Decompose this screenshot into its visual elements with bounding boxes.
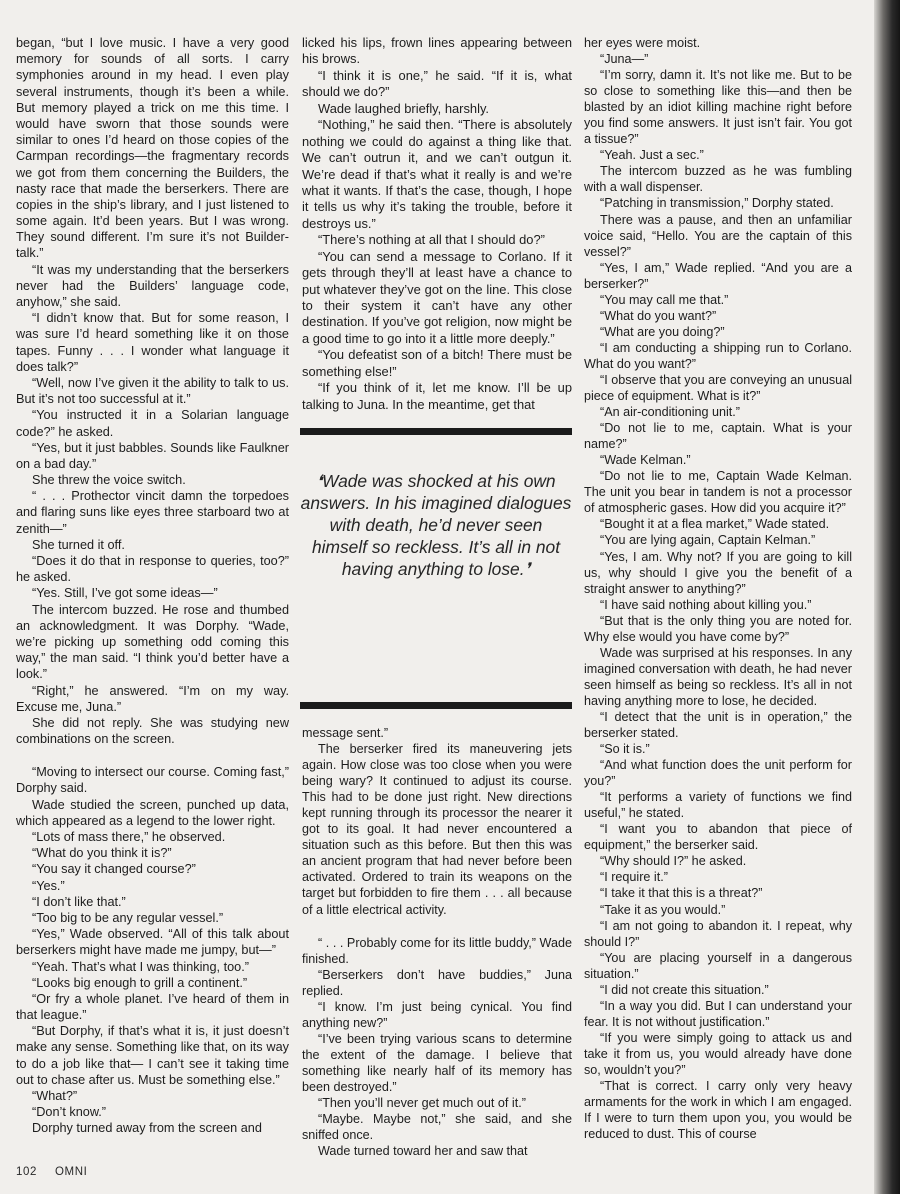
paragraph: “Juna—” bbox=[600, 52, 649, 67]
paragraph: “Patching in transmission,” Dorphy stated. bbox=[600, 196, 834, 211]
magazine-name: OMNI bbox=[55, 1166, 88, 1178]
paragraph: “I didn’t know that. But for some reason, I was sure I’d heard something like it on those tapes. Funny . . . I wonder what language it does talk?” bbox=[16, 311, 289, 374]
column-3 bbox=[584, 35, 852, 1142]
paragraph: “I am not going to abandon it. I repeat, why should I?” bbox=[584, 918, 852, 949]
paragraph: began, “but I love music. I have a very good memory for sounds of all sorts. I carry symphonies around in my head. I even play several instruments, though it’s been a while. But memory played a trick on me this time. I would have sworn that those sounds were similar to ones I’d heard on those copies of the Carmpan recordings—the fragmentary records we got from them concerning the Builders, the nasty race that made the berserkers. There are copies in the ship’s library, and I just listened to some again. It’d been years. But I was wrong. They sound different. I’m sure it’s not Builder-talk.” bbox=[16, 36, 289, 261]
paragraph: “In a way you did. But I can understand your fear. It is not without justification.” bbox=[584, 998, 852, 1029]
page-edge-shadow bbox=[874, 0, 900, 1194]
paragraph: “Looks big enough to grill a continent.” bbox=[32, 975, 248, 990]
paragraph: Dorphy turned away from the screen and bbox=[32, 1121, 262, 1136]
paragraph: Wade was surprised at his responses. In any imagined conversation with death, he had never seen himself as being so reckless. It’s all in not having anything more to lose, he decided. bbox=[584, 645, 852, 708]
paragraph: “I take it that this is a threat?” bbox=[600, 886, 763, 901]
paragraph: “Right,” he answered. “I’m on my way. Excuse me, Juna.” bbox=[16, 683, 289, 714]
paragraph: “Bought it at a flea market,” Wade stated. bbox=[600, 517, 830, 532]
paragraph: “And what function does the unit perform for you?” bbox=[584, 758, 852, 789]
paragraph: “Berserkers don’t have buddies,” Juna replied. bbox=[302, 967, 572, 998]
paragraph: “Yeah. Just a sec.” bbox=[600, 148, 704, 163]
paragraph: “Yeah. That’s what I was thinking, too.” bbox=[32, 959, 249, 974]
paragraph: “Does it do that in response to queries, too?” he asked. bbox=[16, 554, 289, 585]
paragraph: “You defeatist son of a bitch! There must be something else!” bbox=[302, 347, 572, 379]
paragraph: her eyes were moist. bbox=[584, 36, 701, 50]
paragraph: “I did not create this situation.” bbox=[600, 982, 769, 997]
paragraph: “What are you doing?” bbox=[600, 324, 725, 339]
paragraph: “You instructed it in a Solarian language code?” he asked. bbox=[16, 408, 289, 439]
paragraph: “Yes.” bbox=[32, 878, 65, 893]
paragraph: “Yes. Still, I’ve got some ideas—” bbox=[32, 586, 218, 601]
paragraph: “What do you want?” bbox=[600, 308, 717, 323]
paragraph: “Lots of mass there,” he observed. bbox=[32, 830, 226, 844]
paragraph: She threw the voice switch. bbox=[32, 473, 186, 488]
paragraph: “I require it.” bbox=[600, 870, 668, 885]
paragraph: She turned it off. bbox=[32, 537, 125, 552]
paragraph: “You can send a message to Corlano. If it gets through they’ll at least have a chance to put whatever they’ve got on the line. This close to their system it can’t have any other destination. If you’ve got religion, now might be a good time to go into it a little more deeply.” bbox=[302, 248, 572, 346]
paragraph: “I detect that the unit is in operation,” the berserker stated. bbox=[584, 709, 852, 741]
column-2-bottom bbox=[302, 725, 572, 1159]
pull-quote-top-rule bbox=[300, 428, 572, 435]
pull-quote-bottom-rule bbox=[300, 702, 572, 709]
paragraph: “You may call me that.” bbox=[600, 292, 729, 307]
paragraph: “You are lying again, Captain Kelman.” bbox=[600, 533, 816, 548]
paragraph: “I observe that you are conveying an unusual piece of equipment. What is it?” bbox=[584, 372, 852, 404]
paragraph: “If you think of it, let me know. I’ll be up talking to Juna. In the meantime, get that bbox=[302, 380, 572, 412]
paragraph: “You say it changed course?” bbox=[32, 862, 196, 877]
paragraph: “I know. I’m just being cynical. You find anything new?” bbox=[302, 999, 572, 1030]
pull-quote-text: Wade was shocked at his own answers. In his imagined dialogues with death, he’d never seen himself so reckless. It’s all in not having anything to lose. bbox=[300, 471, 572, 579]
paragraph: message sent.” bbox=[302, 726, 389, 740]
paragraph: “I don’t like that.” bbox=[32, 894, 126, 909]
paragraph: “Do not lie to me, captain. What is your name?” bbox=[584, 421, 852, 452]
column-1 bbox=[16, 35, 289, 1137]
column-2-top bbox=[302, 35, 572, 413]
paragraph: Wade studied the screen, punched up data, which appeared as a legend to the lower right. bbox=[16, 797, 289, 828]
page-number: 102 bbox=[16, 1166, 37, 1178]
paragraph: “Yes, but it just babbles. Sounds like Faulkner on a bad day.” bbox=[16, 440, 289, 471]
paragraph: “Why should I?” he asked. bbox=[600, 854, 747, 869]
paragraph: “I’ve been trying various scans to determine the extent of the damage. I believe that something like nearly half of its memory has been destroyed.” bbox=[302, 1031, 572, 1094]
paragraph: “Too big to be any regular vessel.” bbox=[32, 910, 224, 925]
paragraph: “I have said nothing about killing you.” bbox=[600, 597, 812, 612]
paragraph: There was a pause, and then an unfamiliar voice said, “Hello. You are the captain of this vessel?” bbox=[584, 212, 852, 259]
paragraph: “Moving to intersect our course. Coming fast,” Dorphy said. bbox=[16, 765, 289, 796]
paragraph: “Then you’ll never get much out of it.” bbox=[318, 1096, 526, 1111]
paragraph: Wade laughed briefly, harshly. bbox=[318, 100, 490, 116]
paragraph: “So it is.” bbox=[600, 742, 650, 757]
paragraph: “Yes,” Wade observed. “All of this talk about berserkers might have made me jumpy, but—” bbox=[16, 927, 289, 958]
paragraph: “But Dorphy, if that’s what it is, it just doesn’t make any sense. Something like that, on its way to do a job like that— I can’t see it taking time out to chase after us. Must be something else.” bbox=[16, 1024, 289, 1087]
paragraph: “ . . . Prothector vincit damn the torpedoes and flaring suns like eyes three starboard two at zenith—” bbox=[16, 489, 289, 536]
paragraph: “Don’t know.” bbox=[32, 1105, 107, 1120]
paragraph: “But that is the only thing you are noted for. Why else would you have come by?” bbox=[584, 613, 852, 644]
paragraph: “Do not lie to me, Captain Wade Kelman. The unit you bear in tandem is not a processor of atmospheric gases. How did you acquire it?” bbox=[584, 469, 852, 516]
paragraph: “ . . . Probably come for its little buddy,” Wade finished. bbox=[302, 935, 572, 966]
paragraph: The berserker fired its maneuvering jets again. How close was too close when you were being wary? It continued to adjust its course. This had to be done just right. New directions kept running through its processor the nearer it got to its goal. It had never encountered a situation such as this before. But then this was an ancient program that had never before been activated. Ordered to train its weapons on the target but forbidden to fire them . . . all because of a little electrical activity. bbox=[302, 742, 572, 917]
paragraph: Wade turned toward her and saw that bbox=[318, 1144, 528, 1159]
paragraph: “Yes, I am,” Wade replied. “And you are a berserker?” bbox=[584, 260, 852, 291]
paragraph: “You are placing yourself in a dangerous situation.” bbox=[584, 950, 852, 981]
paragraph: “Take it as you would.” bbox=[600, 902, 726, 917]
paragraph: “What do you think it is?” bbox=[32, 846, 172, 861]
paragraph: “Wade Kelman.” bbox=[600, 453, 691, 468]
pull-quote bbox=[300, 470, 572, 580]
paragraph: “There’s nothing at all that I should do?” bbox=[318, 232, 545, 248]
folio bbox=[16, 1166, 105, 1178]
paragraph: licked his lips, frown lines appearing between his brows. bbox=[302, 35, 572, 67]
paragraph: “I think it is one,” he said. “If it is, what should we do?” bbox=[302, 67, 572, 100]
paragraph: The intercom buzzed as he was fumbling with a wall dispenser. bbox=[584, 164, 852, 195]
paragraph: The intercom buzzed. He rose and thumbed an acknowledgment. It was Dorphy. “Wade, we’re picking up something odd coming this way,” the man said. “I think you’d better have a look.” bbox=[16, 602, 289, 682]
paragraph: “I’m sorry, damn it. It’s not like me. But to be so close to something like this—and then be blasted by an idiot killing machine right before you find some answers. It just isn’t fair. You got a tissue?” bbox=[584, 68, 852, 147]
paragraph: “That is correct. I carry only very heavy armaments for the work in which I am engaged. If I were to turn them upon you, you would be reduced to dust. This of course bbox=[584, 1079, 852, 1142]
paragraph: “Nothing,” he said then. “There is absolutely nothing we could do against a thing like that. We can’t outrun it, and we can’t outgun it. We’re dead if that’s what it really is and we’re what it wants. If that’s the case, though, I hope it tells us why it’s taking the trouble, before it destroys us.” bbox=[302, 117, 572, 231]
paragraph: “Well, now I’ve given it the ability to talk to us. But it’s not too successful at it.” bbox=[16, 375, 289, 407]
paragraph: “What?” bbox=[32, 1089, 78, 1103]
close-quote-mark: ❜ bbox=[524, 559, 531, 579]
open-quote-mark: ❛ bbox=[316, 471, 322, 491]
paragraph: “Or fry a whole planet. I’ve heard of them in that league.” bbox=[16, 991, 289, 1023]
paragraph: She did not reply. She was studying new combinations on the screen. bbox=[16, 715, 289, 747]
paragraph: “It was my understanding that the berserkers never had the Builders’ language code, anyhow,” she said. bbox=[16, 262, 289, 309]
paragraph: “If you were simply going to attack us and take it from us, you would already have done so, wouldn’t you?” bbox=[584, 1030, 852, 1077]
paragraph: “Maybe. Maybe not,” she said, and she sniffed once. bbox=[302, 1112, 572, 1143]
paragraph: “It performs a variety of functions we find useful,” he stated. bbox=[584, 790, 852, 821]
paragraph: “I want you to abandon that piece of equipment,” the berserker said. bbox=[584, 822, 852, 853]
paragraph: “I am conducting a shipping run to Corlano. What do you want?” bbox=[584, 340, 852, 371]
paragraph: “Yes, I am. Why not? If you are going to kill us, why should I give you the benefit of a straight answer to anything?” bbox=[584, 549, 852, 596]
paragraph: “An air-conditioning unit.” bbox=[600, 405, 741, 420]
